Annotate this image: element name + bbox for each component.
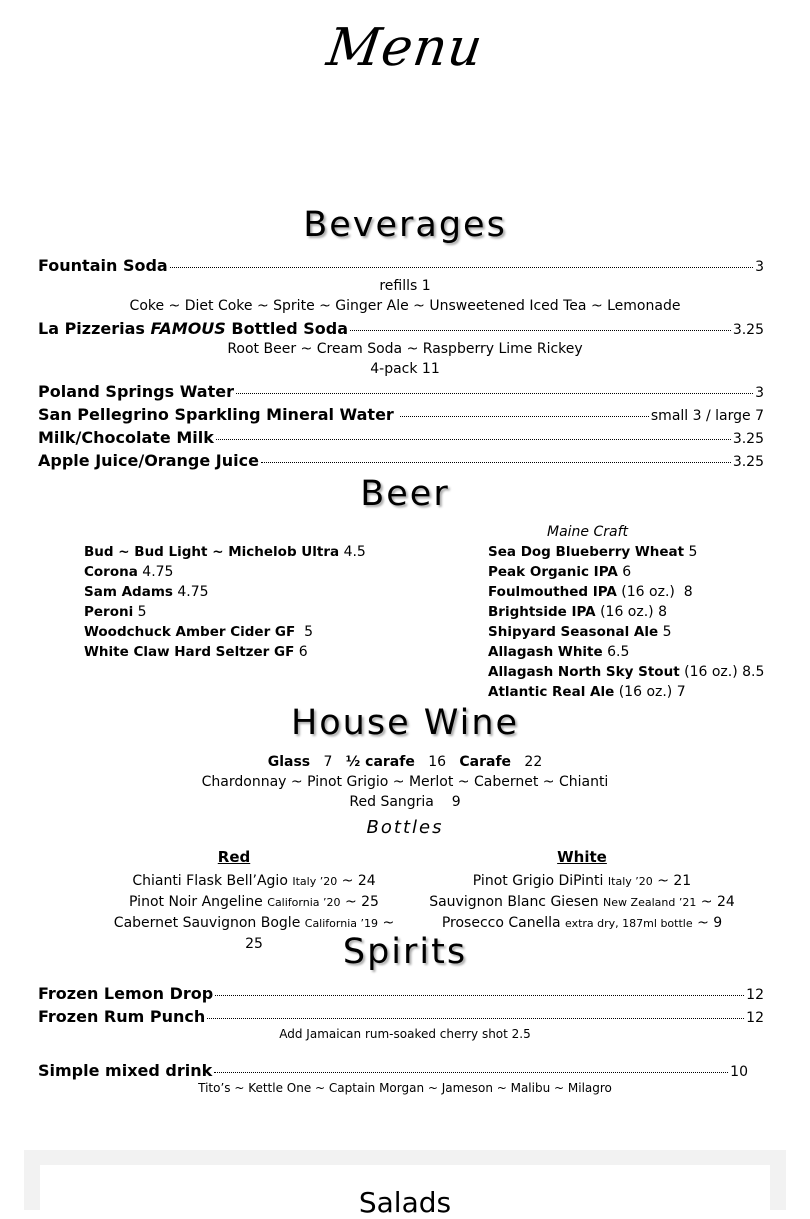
item-price: small 3 / large 7 <box>650 408 764 424</box>
beer-item: Atlantic Real Ale (16 oz.) 7 <box>488 684 686 700</box>
wine-varietals: Chardonnay ~ Pinot Grigio ~ Merlot ~ Cabernet ~ Chianti <box>201 774 609 790</box>
wine-item: Chianti Flask Bell’Agio Italy ’20 ~ 24 <box>132 873 376 889</box>
beer-item: Peak Organic IPA 6 <box>488 564 632 580</box>
beer-item: Peroni 5 <box>84 604 147 620</box>
spirits-heading: Spirits <box>342 932 468 972</box>
beer-item: Shipyard Seasonal Ale 5 <box>488 624 672 640</box>
dot-leader <box>214 1072 728 1073</box>
red-sangria: Red Sangria 9 <box>349 794 461 810</box>
dot-leader <box>400 416 649 417</box>
salads-heading: Salads <box>358 1186 452 1219</box>
rum-punch-note: Add Jamaican rum-soaked cherry shot 2.5 <box>279 1027 531 1041</box>
beer-item: Woodchuck Amber Cider GF 5 <box>84 624 314 640</box>
dot-leader <box>207 1018 744 1019</box>
white-wine-heading: White <box>557 848 607 866</box>
beer-item: White Claw Hard Seltzer GF 6 <box>84 644 308 660</box>
beer-item: Allagash White 6.5 <box>488 644 630 660</box>
dot-leader <box>215 995 744 996</box>
four-pack-note: 4-pack 11 <box>370 361 440 377</box>
dot-leader <box>216 439 731 440</box>
item-price: 12 <box>746 1010 764 1026</box>
mixed-drink-row <box>38 1061 748 1080</box>
item-price: 3.25 <box>732 454 764 470</box>
beer-item: Allagash North Sky Stout (16 oz.) 8.5 <box>488 664 765 680</box>
dot-leader <box>350 330 731 331</box>
item-price: 3.25 <box>732 431 764 447</box>
wine-pricing: Glass 7 ½ carafe 16 Carafe 22 <box>267 754 543 770</box>
beer-heading: Beer <box>360 474 450 514</box>
fountain-soda-row <box>38 256 764 275</box>
poland-springs-row <box>38 382 764 401</box>
item-name: San Pellegrino Sparkling Mineral Water <box>38 405 394 424</box>
dot-leader <box>236 393 753 394</box>
house-wine-heading: House Wine <box>290 703 520 743</box>
juice-row <box>38 451 764 470</box>
dot-leader <box>261 462 731 463</box>
lemon-drop-row <box>38 984 764 1003</box>
rum-punch-row <box>38 1007 764 1026</box>
beer-item: Bud ~ Bud Light ~ Michelob Ultra 4.5 <box>84 544 366 560</box>
wine-item: Prosecco Canella extra dry, 187ml bottle ~ 9 <box>441 915 723 931</box>
soda-options: Coke ~ Diet Coke ~ Sprite ~ Ginger Ale ~ Unsweetened Iced Tea ~ Lemonade <box>129 298 681 314</box>
item-price: 10 <box>730 1064 748 1080</box>
red-wine-heading: Red <box>217 848 251 866</box>
milk-row <box>38 428 764 447</box>
item-price: 3 <box>755 385 764 401</box>
item-price: 12 <box>746 987 764 1003</box>
item-name: Frozen Lemon Drop <box>38 984 214 1003</box>
maine-craft-heading: Maine Craft <box>547 524 629 540</box>
beverages-heading: Beverages <box>303 205 507 245</box>
pellegrino-row <box>38 405 764 424</box>
item-name: Poland Springs Water <box>38 382 234 401</box>
item-name: Fountain Soda <box>38 256 168 275</box>
item-price: 3 <box>755 259 764 275</box>
beer-item: Corona 4.75 <box>84 564 174 580</box>
white-wine-list <box>412 871 752 934</box>
wine-item: Cabernet Sauvignon Bogle California ’19 ~ 25 <box>113 915 395 952</box>
item-name: Frozen Rum Punch <box>38 1007 206 1026</box>
item-name: Apple Juice/Orange Juice <box>38 451 259 470</box>
beer-item: Brightside IPA (16 oz.) 8 <box>488 604 667 620</box>
beer-item: Foulmouthed IPA (16 oz.) 8 <box>488 584 693 600</box>
item-name: Milk/Chocolate Milk <box>38 428 214 447</box>
item-name: La Pizzerias FAMOUS Bottled Soda <box>38 319 348 338</box>
maine-craft-list <box>488 542 764 702</box>
wine-item: Pinot Noir Angeline California ’20 ~ 25 <box>129 894 379 910</box>
wine-item: Pinot Grigio DiPinti Italy ’20 ~ 21 <box>472 873 692 889</box>
dot-leader <box>170 267 753 268</box>
beer-item: Sam Adams 4.75 <box>84 584 209 600</box>
bottled-options: Root Beer ~ Cream Soda ~ Raspberry Lime Rickey <box>227 341 583 357</box>
domestic-beer-list <box>84 542 366 662</box>
item-price: 3.25 <box>732 322 764 338</box>
item-name: Simple mixed drink <box>38 1061 213 1080</box>
wine-item: Sauvignon Blanc Giesen New Zealand ’21 ~ 24 <box>429 894 735 910</box>
bottled-soda-row <box>38 319 764 338</box>
menu-title: Menu <box>323 18 487 78</box>
beer-item: Sea Dog Blueberry Wheat 5 <box>488 544 698 560</box>
mixed-drink-note: Tito’s ~ Kettle One ~ Captain Morgan ~ Jameson ~ Malibu ~ Milagro <box>198 1081 612 1095</box>
refills-note: refills 1 <box>379 278 431 294</box>
bottles-heading: Bottles <box>366 817 444 838</box>
